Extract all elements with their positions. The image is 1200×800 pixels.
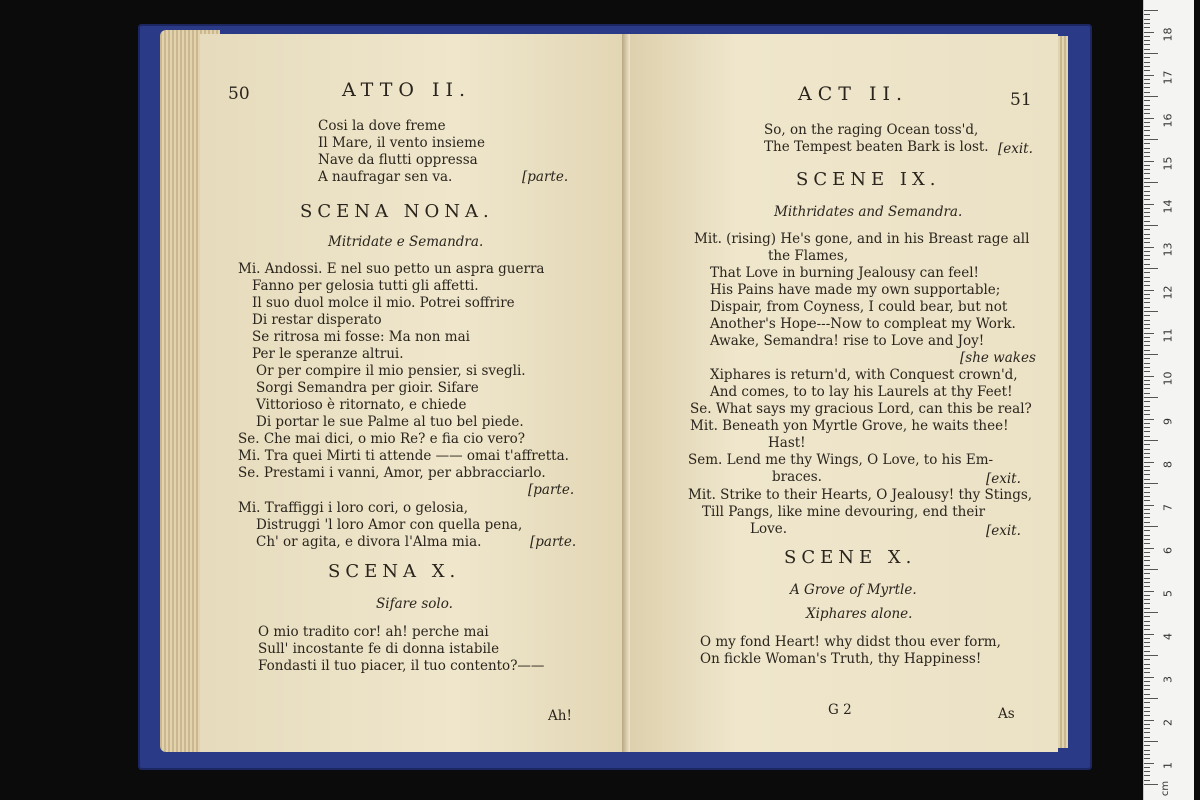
- ruler-tick: [1144, 474, 1150, 475]
- ruler-tick: [1144, 152, 1150, 153]
- ruler-tick: [1144, 724, 1150, 725]
- ruler-tick: [1144, 505, 1154, 506]
- ruler-tick: [1144, 737, 1150, 738]
- dialogue-line: Se ritrosa mi fosse: Ma non mai: [252, 329, 470, 345]
- ruler-tick: [1144, 500, 1150, 501]
- ruler-label: 2: [1161, 719, 1175, 726]
- ruler-tick: [1144, 302, 1150, 303]
- ruler-tick: [1144, 552, 1150, 553]
- ruler-tick: [1144, 169, 1150, 170]
- ruler-tick: [1144, 513, 1150, 514]
- ruler-tick: [1144, 70, 1150, 71]
- ruler-tick: [1144, 75, 1154, 76]
- ruler-tick: [1144, 784, 1158, 785]
- ruler-tick: [1144, 457, 1150, 458]
- ruler-tick: [1144, 130, 1150, 131]
- ruler-tick: [1144, 238, 1150, 239]
- running-header: ATTO II.: [342, 79, 472, 101]
- ruler-tick: [1144, 358, 1150, 359]
- dialogue-line: Distruggi 'l loro Amor con quella pena,: [256, 517, 523, 533]
- ruler-tick: [1144, 14, 1150, 15]
- ruler-tick: [1144, 57, 1150, 58]
- ruler-tick: [1144, 578, 1150, 579]
- ruler-tick: [1144, 178, 1150, 179]
- dialogue-line: Fanno per gelosia tutti gli affetti.: [252, 278, 479, 294]
- dialogue-line: Se. Che mai dici, o mio Re? e fia cio vero?: [238, 431, 526, 447]
- ruler-tick: [1144, 560, 1150, 561]
- ruler-tick: [1144, 771, 1150, 772]
- verse-line: On fickle Woman's Truth, thy Happiness!: [700, 651, 982, 667]
- ruler-tick: [1144, 272, 1150, 273]
- ruler-tick: [1144, 311, 1158, 312]
- ruler-tick: [1144, 582, 1150, 583]
- right-page: [630, 34, 1058, 752]
- ruler-tick: [1144, 642, 1150, 643]
- dialogue-line: Se. Prestami i vanni, Amor, per abbracciarlo.: [238, 465, 546, 481]
- ruler-tick: [1144, 522, 1150, 523]
- ruler-tick: [1144, 333, 1154, 334]
- ruler-tick: [1144, 741, 1158, 742]
- page-number: 50: [228, 84, 250, 104]
- ruler-tick: [1144, 638, 1150, 639]
- ruler-tick: [1144, 105, 1150, 106]
- ruler-tick: [1144, 62, 1150, 63]
- ruler-tick: [1144, 573, 1150, 574]
- ruler-tick: [1144, 449, 1150, 450]
- ruler-tick: [1144, 616, 1150, 617]
- ruler-tick: [1144, 354, 1158, 355]
- ruler-tick: [1144, 204, 1154, 205]
- ruler-tick: [1144, 612, 1158, 613]
- ruler-tick: [1144, 290, 1154, 291]
- dialogue-line: Mi. Traffiggi i loro cori, o gelosia,: [238, 500, 469, 516]
- dialogue-line: Di portar le sue Palme al tuo bel piede.: [256, 414, 524, 430]
- ruler-tick: [1144, 397, 1158, 398]
- ruler-tick: [1144, 324, 1150, 325]
- dialogue-line: Xiphares is return'd, with Conquest crown'd,: [710, 367, 1018, 383]
- ruler-tick: [1144, 440, 1158, 441]
- ruler-tick: [1144, 401, 1150, 402]
- ruler-label: 16: [1161, 113, 1175, 128]
- ruler-tick: [1144, 259, 1150, 260]
- ruler-tick: [1144, 646, 1150, 647]
- ruler-tick: [1144, 754, 1150, 755]
- ruler-tick: [1144, 66, 1150, 67]
- ruler-tick: [1144, 87, 1150, 88]
- dialogue-line: That Love in burning Jealousy can feel!: [710, 265, 979, 281]
- scene-subtitle: Sifare solo.: [376, 596, 453, 612]
- ruler-tick: [1144, 410, 1150, 411]
- ruler-tick: [1144, 118, 1154, 119]
- ruler-tick: [1144, 388, 1150, 389]
- ruler-tick: [1144, 526, 1158, 527]
- ruler-tick: [1144, 634, 1154, 635]
- ruler-tick: [1144, 707, 1150, 708]
- scene-title: SCENA NONA.: [300, 201, 494, 222]
- ruler-tick: [1144, 715, 1150, 716]
- ruler-tick: [1144, 341, 1150, 342]
- ruler-tick: [1144, 376, 1154, 377]
- scene-title: SCENE X.: [784, 547, 917, 568]
- ruler-tick: [1144, 307, 1150, 308]
- ruler-tick: [1144, 165, 1150, 166]
- ruler-tick: [1144, 315, 1150, 316]
- ruler-tick: [1144, 320, 1150, 321]
- ruler-tick: [1144, 100, 1150, 101]
- ruler-tick: [1144, 414, 1150, 415]
- ruler-tick: [1144, 694, 1150, 695]
- ruler-tick: [1144, 27, 1150, 28]
- ruler-tick: [1144, 543, 1150, 544]
- ruler-tick: [1144, 702, 1150, 703]
- ruler-tick: [1144, 40, 1150, 41]
- ruler-tick: [1144, 49, 1150, 50]
- dialogue-line: Ch' or agita, e divora l'Alma mia.: [256, 534, 482, 550]
- ruler-tick: [1144, 337, 1150, 338]
- left-page: [200, 34, 626, 752]
- catchword: Ah!: [548, 708, 572, 724]
- ruler-tick: [1144, 487, 1150, 488]
- ruler-tick: [1144, 681, 1150, 682]
- scene-subtitle: Xiphares alone.: [806, 606, 913, 622]
- ruler-tick: [1144, 423, 1150, 424]
- ruler-tick: [1144, 556, 1150, 557]
- verse-line: Cosi la dove freme: [318, 118, 446, 134]
- dialogue-line: Il suo duol molce il mio. Potrei soffrire: [252, 295, 515, 311]
- ruler-tick: [1144, 36, 1150, 37]
- ruler-tick: [1144, 23, 1150, 24]
- ruler-tick: [1144, 453, 1150, 454]
- ruler-label: 18: [1161, 27, 1175, 42]
- ruler-tick: [1144, 419, 1154, 420]
- ruler-label: 1: [1161, 762, 1175, 769]
- dialogue-line: Per le speranze altrui.: [252, 346, 404, 362]
- ruler-label: 11: [1161, 328, 1175, 343]
- ruler-label: 9: [1161, 418, 1175, 425]
- ruler-tick: [1144, 148, 1150, 149]
- dialogue-line: Another's Hope---Now to compleat my Work.: [710, 316, 1016, 332]
- ruler-tick: [1144, 393, 1150, 394]
- verse-line: Nave da flutti oppressa: [318, 152, 478, 168]
- ruler-tick: [1144, 19, 1150, 20]
- ruler-tick: [1144, 277, 1150, 278]
- stage-direction: [she wakes: [960, 350, 1036, 366]
- stage-direction: [exit.: [986, 523, 1021, 539]
- ruler-tick: [1144, 780, 1150, 781]
- dialogue-line: Hast!: [768, 435, 806, 451]
- verse-line: O my fond Heart! why didst thou ever form,: [700, 634, 1001, 650]
- dialogue-line: Mit. Strike to their Hearts, O Jealousy! thy Stings,: [688, 487, 1033, 503]
- ruler-tick: [1144, 199, 1150, 200]
- stage-direction: [exit.: [998, 141, 1033, 157]
- ruler-tick: [1144, 565, 1150, 566]
- measuring-ruler: [1143, 0, 1194, 800]
- ruler-tick: [1144, 651, 1150, 652]
- ruler-label: 4: [1161, 633, 1175, 640]
- ruler-tick: [1144, 629, 1150, 630]
- ruler-tick: [1144, 268, 1158, 269]
- ruler-tick: [1144, 135, 1150, 136]
- ruler-tick: [1144, 367, 1150, 368]
- ruler-tick: [1144, 711, 1150, 712]
- stage-direction: [parte.: [522, 169, 569, 185]
- ruler-tick: [1144, 216, 1150, 217]
- ruler-tick: [1144, 509, 1150, 510]
- ruler-label: 6: [1161, 547, 1175, 554]
- ruler-tick: [1144, 406, 1150, 407]
- ruler-tick: [1144, 195, 1150, 196]
- ruler-label: 10: [1161, 371, 1175, 386]
- dialogue-line: Mi. Tra quei Mirti ti attende —— omai t'affretta.: [238, 448, 569, 464]
- ruler-tick: [1144, 599, 1150, 600]
- ruler-tick: [1144, 672, 1150, 673]
- ruler-tick: [1144, 479, 1150, 480]
- ruler-tick: [1144, 285, 1150, 286]
- ruler-tick: [1144, 659, 1150, 660]
- ruler-tick: [1144, 732, 1150, 733]
- ruler-tick: [1144, 775, 1150, 776]
- ruler-tick: [1144, 535, 1150, 536]
- ruler-tick: [1144, 763, 1154, 764]
- ruler-label: 8: [1161, 461, 1175, 468]
- ruler-tick: [1144, 109, 1150, 110]
- stage-direction: [parte.: [530, 534, 577, 550]
- ruler-tick: [1144, 350, 1150, 351]
- verse-line: Sull' incostante fe di donna istabile: [258, 641, 500, 657]
- ruler-tick: [1144, 10, 1158, 11]
- ruler-tick: [1144, 668, 1150, 669]
- ruler-tick: [1144, 548, 1154, 549]
- scene-subtitle: Mitridate e Semandra.: [328, 234, 484, 250]
- ruler-tick: [1144, 221, 1150, 222]
- ruler-tick: [1144, 496, 1150, 497]
- ruler-label: 7: [1161, 504, 1175, 511]
- ruler-tick: [1144, 96, 1158, 97]
- scene-title: SCENA X.: [328, 561, 461, 582]
- ruler-tick: [1144, 208, 1150, 209]
- scene-title: SCENE IX.: [796, 169, 941, 190]
- dialogue-line: Or per compire il mio pensier, si svegli.: [256, 363, 526, 379]
- ruler-tick: [1144, 44, 1150, 45]
- ruler-tick: [1144, 139, 1158, 140]
- ruler-tick: [1144, 182, 1158, 183]
- ruler-tick: [1144, 83, 1150, 84]
- verse-line: O mio tradito cor! ah! perche mai: [258, 624, 489, 640]
- ruler-tick: [1144, 655, 1158, 656]
- ruler-tick: [1144, 470, 1150, 471]
- ruler-tick: [1144, 720, 1154, 721]
- dialogue-line: Love.: [750, 521, 787, 537]
- ruler-tick: [1144, 745, 1150, 746]
- page-number: 51: [1010, 90, 1032, 110]
- ruler-tick: [1144, 264, 1150, 265]
- ruler-tick: [1144, 689, 1150, 690]
- verse-line: A naufragar sen va.: [318, 169, 453, 185]
- signature-mark: G 2: [828, 702, 852, 718]
- dialogue-line: Vittorioso è ritornato, e chiede: [256, 397, 467, 413]
- stage-direction: [exit.: [986, 471, 1021, 487]
- ruler-tick: [1144, 685, 1150, 686]
- scene-subtitle: Mithridates and Semandra.: [774, 204, 963, 220]
- ruler-tick: [1144, 591, 1154, 592]
- dialogue-line: the Flames,: [768, 248, 849, 264]
- ruler-tick: [1144, 677, 1154, 678]
- ruler-tick: [1144, 234, 1150, 235]
- ruler-unit: cm: [1160, 780, 1172, 797]
- ruler-tick: [1144, 53, 1158, 54]
- verse-line: So, on the raging Ocean toss'd,: [764, 122, 979, 138]
- ruler-label: 12: [1161, 285, 1175, 300]
- ruler-tick: [1144, 255, 1150, 256]
- ruler-tick: [1144, 294, 1150, 295]
- ruler-tick: [1144, 380, 1150, 381]
- ruler-tick: [1144, 621, 1150, 622]
- ruler-tick: [1144, 431, 1150, 432]
- ruler-tick: [1144, 126, 1150, 127]
- ruler-tick: [1144, 492, 1150, 493]
- ruler-tick: [1144, 728, 1150, 729]
- ruler-tick: [1144, 143, 1150, 144]
- ruler-tick: [1144, 603, 1150, 604]
- ruler-tick: [1144, 371, 1150, 372]
- ruler-label: 3: [1161, 676, 1175, 683]
- ruler-tick: [1144, 517, 1150, 518]
- dialogue-line: And comes, to to lay his Laurels at thy Feet!: [710, 384, 1013, 400]
- ruler-tick: [1144, 427, 1150, 428]
- ruler-tick: [1144, 608, 1150, 609]
- ruler-tick: [1144, 363, 1150, 364]
- dialogue-line: Se. What says my gracious Lord, can this be real?: [690, 401, 1032, 417]
- ruler-tick: [1144, 92, 1150, 93]
- dialogue-line: Mi. Andossi. E nel suo petto un aspra guerra: [238, 261, 545, 277]
- dialogue-line: braces.: [772, 469, 822, 485]
- ruler-tick: [1144, 444, 1150, 445]
- ruler-label: 14: [1161, 199, 1175, 214]
- ruler-tick: [1144, 186, 1150, 187]
- ruler-tick: [1144, 586, 1150, 587]
- ruler-tick: [1144, 436, 1150, 437]
- dialogue-line: Mit. Beneath yon Myrtle Grove, he waits thee!: [690, 418, 1009, 434]
- ruler-tick: [1144, 462, 1154, 463]
- dialogue-line: Dispair, from Coyness, I could bear, but not: [710, 299, 1008, 315]
- catchword: As: [998, 706, 1015, 722]
- ruler-tick: [1144, 173, 1150, 174]
- ruler-tick: [1144, 251, 1150, 252]
- ruler-tick: [1144, 539, 1150, 540]
- ruler-tick: [1144, 161, 1154, 162]
- ruler-tick: [1144, 191, 1150, 192]
- stage-direction: [parte.: [528, 482, 575, 498]
- dialogue-line: His Pains have made my own supportable;: [710, 282, 1001, 298]
- dialogue-line: Di restar disperato: [252, 312, 382, 328]
- scene-subtitle: A Grove of Myrtle.: [790, 582, 917, 598]
- ruler-tick: [1144, 328, 1150, 329]
- ruler-tick: [1144, 32, 1154, 33]
- ruler-tick: [1144, 569, 1158, 570]
- ruler-tick: [1144, 466, 1150, 467]
- ruler-tick: [1144, 122, 1150, 123]
- ruler-tick: [1144, 79, 1150, 80]
- ruler-tick: [1144, 225, 1158, 226]
- ruler-tick: [1144, 298, 1150, 299]
- dialogue-line: Till Pangs, like mine devouring, end their: [702, 504, 986, 520]
- ruler-tick: [1144, 664, 1150, 665]
- verse-line: Il Mare, il vento insieme: [318, 135, 485, 151]
- ruler-tick: [1144, 247, 1154, 248]
- verse-line: The Tempest beaten Bark is lost.: [764, 139, 989, 155]
- ruler-tick: [1144, 156, 1150, 157]
- ruler-label: 15: [1161, 156, 1175, 171]
- ruler-tick: [1144, 113, 1150, 114]
- verse-line: Fondasti il tuo piacer, il tuo contento?——: [258, 658, 545, 674]
- ruler-tick: [1144, 483, 1158, 484]
- dialogue-line: Sem. Lend me thy Wings, O Love, to his Em-: [688, 452, 994, 468]
- ruler-label: 17: [1161, 70, 1175, 85]
- ruler-tick: [1144, 345, 1150, 346]
- ruler-label: 13: [1161, 242, 1175, 257]
- ruler-tick: [1144, 242, 1150, 243]
- dialogue-line: Sorgi Semandra per gioir. Sifare: [256, 380, 479, 396]
- ruler-tick: [1144, 595, 1150, 596]
- ruler-tick: [1144, 698, 1158, 699]
- ruler-tick: [1144, 281, 1150, 282]
- ruler-label: 5: [1161, 590, 1175, 597]
- dialogue-line: Mit. (rising) He's gone, and in his Breast rage all: [694, 231, 1030, 247]
- ruler-tick: [1144, 384, 1150, 385]
- ruler-tick: [1144, 758, 1150, 759]
- ruler-tick: [1144, 750, 1150, 751]
- ruler-tick: [1144, 229, 1150, 230]
- dialogue-line: Awake, Semandra! rise to Love and Joy!: [710, 333, 985, 349]
- ruler-tick: [1144, 212, 1150, 213]
- ruler-tick: [1144, 625, 1150, 626]
- running-header: ACT II.: [798, 83, 909, 105]
- ruler-tick: [1144, 767, 1150, 768]
- ruler-tick: [1144, 530, 1150, 531]
